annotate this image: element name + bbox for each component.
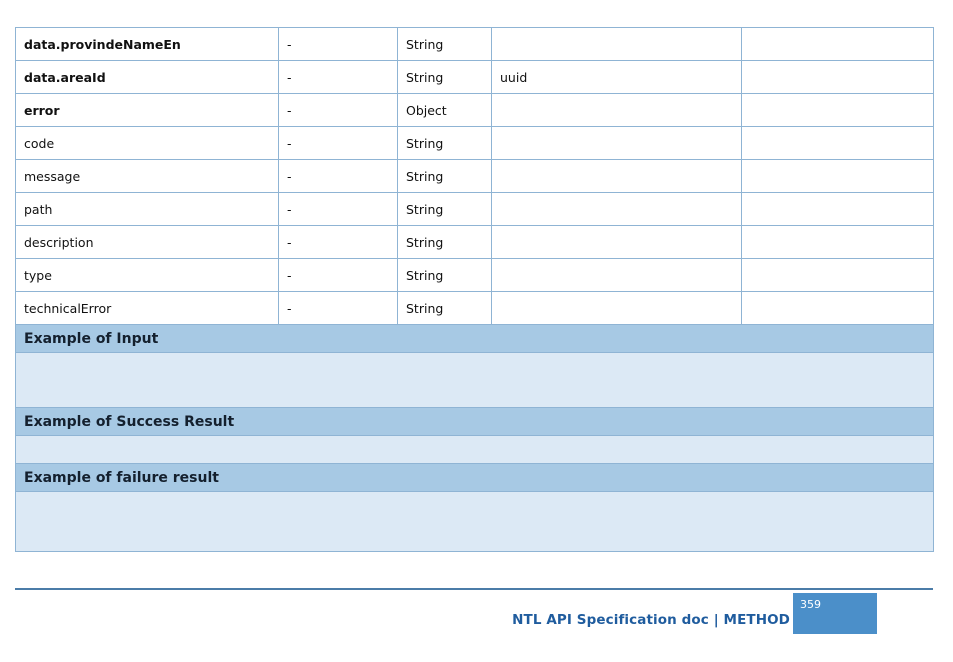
field-spec-table bbox=[15, 27, 934, 552]
field-format bbox=[492, 94, 742, 127]
field-name: data.provindeNameEn bbox=[16, 28, 279, 61]
field-format bbox=[492, 259, 742, 292]
field-name: type bbox=[16, 259, 279, 292]
field-type: String bbox=[398, 193, 492, 226]
table-row bbox=[16, 193, 934, 226]
section-body-text bbox=[16, 436, 934, 464]
field-required: - bbox=[279, 259, 398, 292]
field-description bbox=[742, 259, 934, 292]
footer-separator: | bbox=[713, 612, 719, 628]
field-required: - bbox=[279, 193, 398, 226]
field-description bbox=[742, 28, 934, 61]
field-format bbox=[492, 127, 742, 160]
field-type: String bbox=[398, 160, 492, 193]
section-body-example-input bbox=[16, 353, 934, 408]
field-format: uuid bbox=[492, 61, 742, 94]
field-type: String bbox=[398, 28, 492, 61]
page-number: 359 bbox=[800, 598, 821, 611]
field-description bbox=[742, 193, 934, 226]
field-type: String bbox=[398, 259, 492, 292]
field-description bbox=[742, 127, 934, 160]
field-format bbox=[492, 193, 742, 226]
field-type: String bbox=[398, 127, 492, 160]
section-body-text bbox=[16, 492, 934, 552]
field-format bbox=[492, 28, 742, 61]
field-required: - bbox=[279, 94, 398, 127]
table-row bbox=[16, 28, 934, 61]
table-row bbox=[16, 127, 934, 160]
field-required: - bbox=[279, 226, 398, 259]
field-format bbox=[492, 226, 742, 259]
section-body-text bbox=[16, 353, 934, 408]
field-name: technicalError bbox=[16, 292, 279, 325]
field-name: code bbox=[16, 127, 279, 160]
field-type: String bbox=[398, 292, 492, 325]
section-title: Example of Success Result bbox=[16, 408, 934, 436]
table-row bbox=[16, 259, 934, 292]
footer-doc-title: NTL API Specification doc bbox=[512, 612, 709, 628]
field-description bbox=[742, 292, 934, 325]
field-required: - bbox=[279, 61, 398, 94]
field-description bbox=[742, 160, 934, 193]
section-header-example-failure bbox=[16, 464, 934, 492]
table-row bbox=[16, 61, 934, 94]
field-required: - bbox=[279, 160, 398, 193]
section-header-example-input bbox=[16, 325, 934, 353]
section-title: Example of Input bbox=[16, 325, 934, 353]
field-name: message bbox=[16, 160, 279, 193]
field-type: String bbox=[398, 226, 492, 259]
section-body-example-failure bbox=[16, 492, 934, 552]
footer-subtitle: METHOD bbox=[723, 612, 790, 628]
table-row bbox=[16, 226, 934, 259]
section-title: Example of failure result bbox=[16, 464, 934, 492]
field-required: - bbox=[279, 28, 398, 61]
field-format bbox=[492, 160, 742, 193]
table-row bbox=[16, 292, 934, 325]
field-required: - bbox=[279, 127, 398, 160]
field-type: Object bbox=[398, 94, 492, 127]
footer-divider bbox=[15, 588, 933, 590]
field-type: String bbox=[398, 61, 492, 94]
field-description bbox=[742, 61, 934, 94]
field-name: path bbox=[16, 193, 279, 226]
field-description bbox=[742, 226, 934, 259]
field-description bbox=[742, 94, 934, 127]
field-name: error bbox=[16, 94, 279, 127]
field-required: - bbox=[279, 292, 398, 325]
table-row bbox=[16, 94, 934, 127]
table-row bbox=[16, 160, 934, 193]
field-name: data.areaId bbox=[16, 61, 279, 94]
field-format bbox=[492, 292, 742, 325]
footer-title bbox=[0, 612, 790, 628]
section-body-example-success bbox=[16, 436, 934, 464]
field-name: description bbox=[16, 226, 279, 259]
section-header-example-success bbox=[16, 408, 934, 436]
